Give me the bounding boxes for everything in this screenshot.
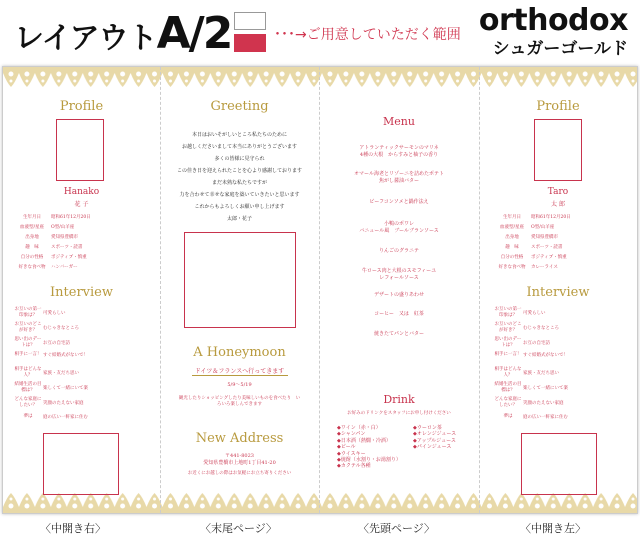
menu-item: ビーフコンソメと鍋作法え: [369, 199, 429, 205]
menu-item: りんごのグラニテ: [378, 248, 419, 254]
bride-name-ja: 花 子: [74, 201, 89, 208]
greeting-line: この佳き日を迎えられたことを心より感謝しております: [176, 168, 302, 174]
honeymoon-note: 観光したりショッピングしたり美味しいものを食べたり いろいろ楽しんできます: [178, 396, 301, 407]
footer-label-inner-right: 〈中開き右〉: [40, 522, 106, 535]
menu-item: アトランティックサーモンのマリネ 4種の大根 からすみと柚子の香り: [359, 145, 439, 158]
menu-item: デザートの盛りあわせ: [373, 292, 424, 298]
photo-frame: [43, 433, 119, 495]
drink-list-right: [413, 425, 456, 451]
interview-row: 思い出のデートは？ お互の自宅訪: [14, 337, 70, 348]
interview-heading: Interview: [526, 285, 590, 300]
address-heading: New Address: [195, 431, 284, 446]
profile-heading: Profile: [59, 99, 104, 114]
profile-row: 生年月日 昭和61年12月20日: [503, 215, 571, 220]
honeymoon-heading: A Honeymoon: [193, 345, 286, 360]
menu-item: 小鴨のポワレ バニュール風 ブールブランソース: [359, 221, 439, 234]
layout-sheet: [2, 66, 638, 514]
legend: [234, 12, 466, 58]
interview-row: どんな家庭にしたい？ 笑顔のたえない家庭: [14, 397, 84, 408]
drink-heading: Drink: [383, 393, 415, 406]
legend-note: ･･･→ご用意していただく範囲: [274, 27, 461, 43]
brand-subtitle: シュガーゴールド: [492, 39, 628, 59]
drink-item: ◆焼酎（水割り・お湯割り）: [337, 457, 401, 464]
interview-row: 夢は 庭の広い一軒家に住む: [503, 414, 568, 420]
drink-item: ◆日本酒（熱燗・冷酒）: [337, 437, 391, 444]
menu-item: 焼きたてパンとバター: [373, 331, 424, 337]
footer-label-back-page: 〈末尾ページ〉: [200, 522, 277, 535]
interview-row: 夢は 庭の広い一軒家に住む: [23, 414, 88, 420]
legend-swatch-white: [234, 12, 266, 30]
groom-name-ja: 太 郎: [551, 201, 565, 208]
drink-item: ◆アップルジュース: [413, 437, 456, 444]
profile-row: 出身地 愛知県豊橋市: [25, 235, 78, 240]
interview-row: 結婚生活の目標は？ 楽しくて一緒にいて楽: [14, 382, 88, 393]
drink-item: ◆カクテル各種: [337, 463, 371, 470]
panel-front-page: [319, 67, 479, 513]
address-note: お近くにお越しの際はお気軽にお立ち寄りください: [187, 471, 292, 476]
photo-frame: [184, 232, 296, 328]
profile-row: 自分の性格 ポジティブ・慎重: [20, 255, 87, 260]
greeting-line: まだ未熟な私たちですが: [212, 180, 267, 186]
drink-item: ◆シャンパン: [337, 431, 366, 438]
interview-row: 相手はどんな人？ 家族・友だち思い: [14, 367, 79, 378]
drink-item: ◆ワイン（赤・白）: [337, 425, 381, 431]
photo-frame: [521, 433, 597, 495]
greeting-heading: Greeting: [210, 99, 269, 114]
layout-title: [14, 8, 231, 59]
profile-row: 出身地 愛知県豊橋市: [505, 235, 558, 240]
interview-row: 相手はどんな人？ 家族・友だち思い: [494, 367, 559, 378]
greeting-line: 本日はおいそがしいところ私たちのために: [191, 132, 287, 138]
panel-inner-right: [3, 67, 160, 513]
interview-row: どんな家庭にしたい？ 笑顔のたえない家庭: [494, 397, 564, 408]
interview-row: 結婚生活の目標は？ 楽しくて一緒にいて楽: [494, 382, 568, 393]
profile-row: 血液型/星座 O型/山羊座: [499, 225, 555, 230]
menu-item: 牛ロース肉と大根のスモフィーユ レフォールソース: [361, 268, 437, 281]
address-line: 愛知県豊橋市上地町1丁目41-20: [203, 460, 276, 466]
greeting-line: 力を合わせて幸せな家庭を築いていきたいと思います: [179, 192, 300, 198]
profile-row: 趣 味 スポーツ・読書: [505, 245, 563, 250]
drink-list-left: [337, 425, 401, 470]
drink-item: ◆ビール: [337, 444, 356, 451]
legend-swatch-red: [234, 34, 266, 52]
address-postal: 〒441-8023: [225, 453, 254, 459]
interview-heading: Interview: [50, 285, 113, 300]
drink-note: お好みのドリンクをスタッフにお申し付けください: [347, 411, 451, 416]
interview-row: お互いのどこが好き？ むじゃきなところ: [494, 322, 559, 333]
layout-code: A/2: [156, 8, 232, 59]
interview-row: お互いの第一印象は？ 可愛らしい: [14, 307, 66, 318]
drink-item: ◆ウイスキー: [337, 450, 366, 457]
honeymoon-date: 5/9〜5/19: [227, 382, 252, 388]
groom-name-en: Taro: [547, 187, 569, 197]
photo-frame: [56, 119, 104, 181]
honeymoon-divider: [192, 375, 288, 376]
profile-row: 自分の性格 ポジティブ・慎重: [500, 255, 567, 260]
interview-row: お互いの第一印象は？ 可愛らしい: [494, 307, 546, 318]
interview-row: 相手に一言！ すぐ結婚式がないで！: [494, 352, 568, 358]
profile-row: 血液型/星座 O型/山羊座: [19, 225, 75, 230]
interview-row: 相手に一言！ すぐ結婚式がないで！: [14, 352, 88, 358]
profile-heading: Profile: [536, 99, 580, 114]
panel-inner-left: [479, 67, 637, 513]
bride-name-en: Hanako: [63, 187, 100, 197]
greeting-line: これからもよろしくお願い申し上げます: [194, 204, 285, 210]
greeting-line: 多くの皆様に見守られ: [214, 156, 265, 162]
layout-title-ja: レイアウト: [14, 21, 157, 56]
drink-item: ◆パインジュース: [413, 444, 452, 451]
brand: [479, 4, 628, 60]
photo-frame: [534, 119, 582, 181]
profile-row: 好きな食べ物 カレーライス: [498, 265, 558, 270]
honeymoon-title: ドイツ＆フランスへ行ってきます: [194, 368, 285, 375]
drink-item: ◆オレンジジュース: [413, 431, 457, 438]
brand-name: orthodox: [478, 3, 628, 38]
profile-row: 生年月日 昭和61年12月20日: [23, 215, 91, 220]
profile-row: 趣 味 スポーツ・読書: [25, 245, 83, 250]
panel-back-page: [160, 67, 319, 513]
footer-label-front-page: 〈先頭ページ〉: [358, 522, 435, 535]
greeting-signature: 太郎・花子: [226, 216, 252, 222]
interview-row: お互いのどこが好き？ むじゃきなところ: [14, 322, 79, 333]
profile-row: 好きな食べ物 ハンバーガー: [18, 265, 78, 270]
interview-row: 思い出のデートは？ お互の自宅訪: [494, 337, 550, 348]
menu-heading: Menu: [383, 115, 415, 128]
footer-label-inner-left: 〈中開き左〉: [520, 522, 586, 535]
greeting-line: お越しくださいまして本当にありがとうございます: [181, 144, 297, 150]
menu-item: オマール海老とリゾーニを詰めたポテト 焦がし醤油バター: [354, 171, 444, 184]
menu-item: コーヒー 又は 紅茶: [374, 311, 424, 317]
drink-item: ◆ウーロン茶: [413, 425, 442, 431]
